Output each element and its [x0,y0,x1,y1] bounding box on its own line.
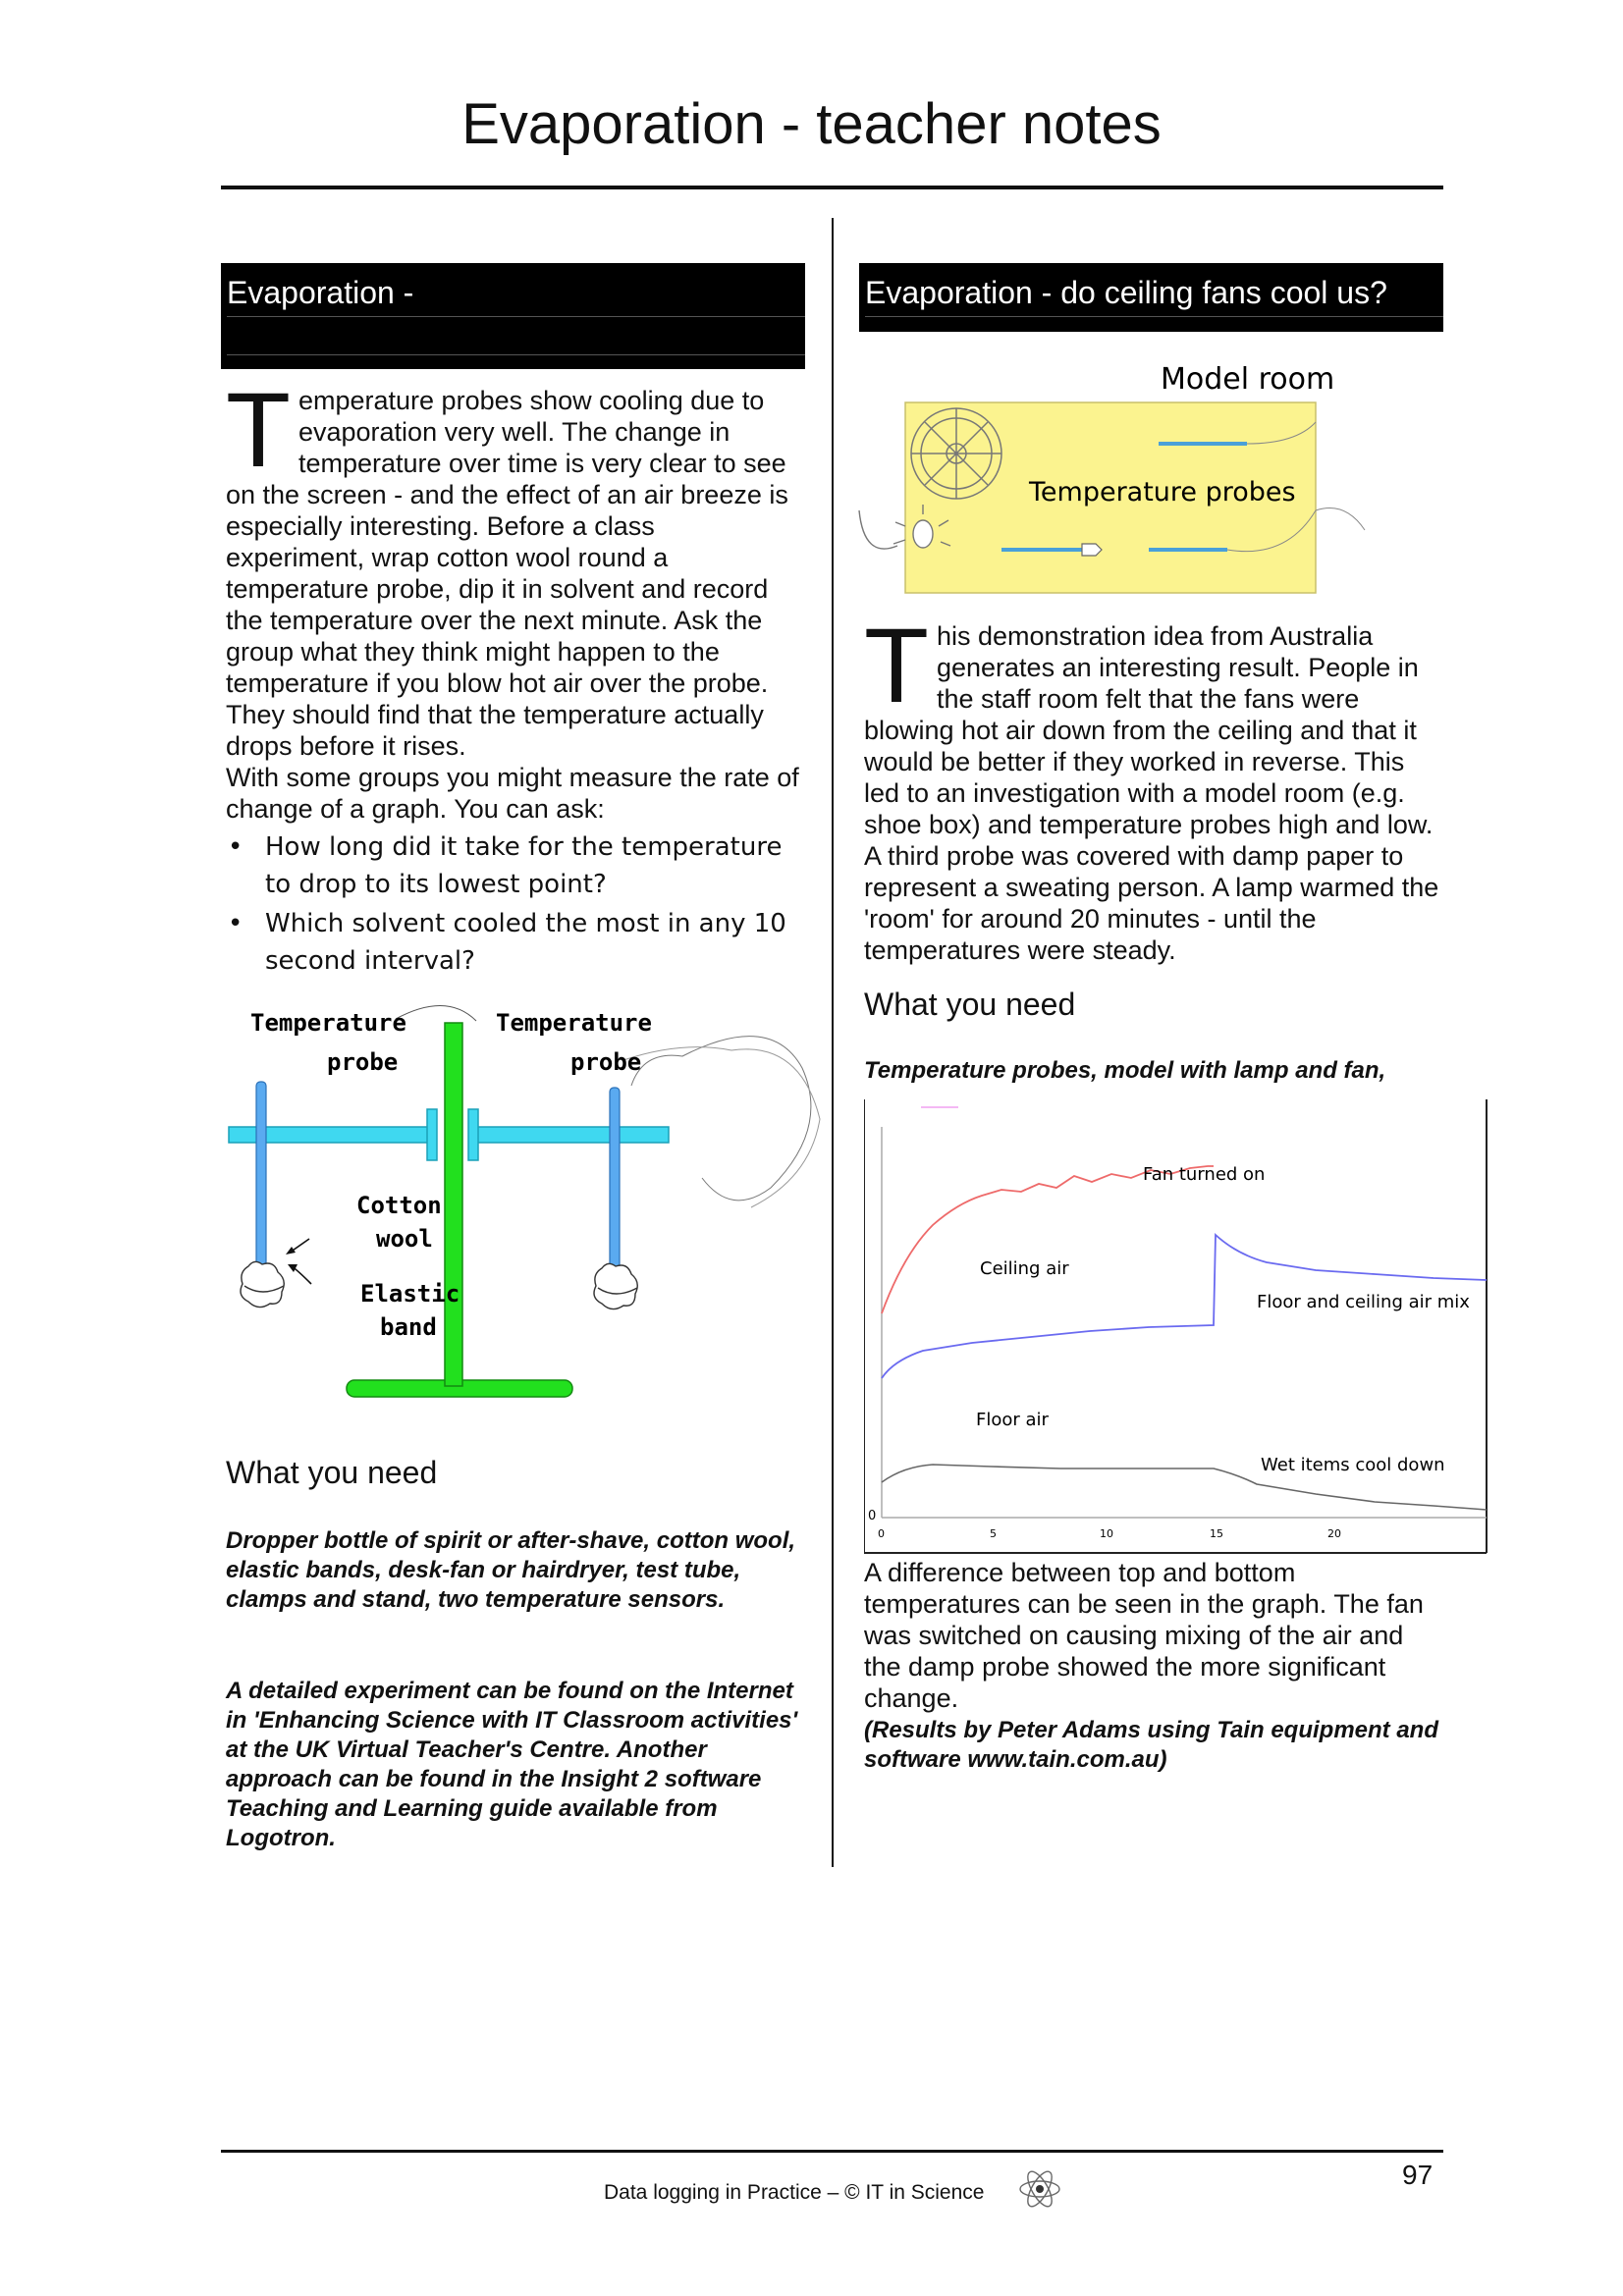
temperature-graph [864,1097,1492,1559]
left-dropcap: T [226,370,291,489]
label-probe-left-2: probe [327,1048,399,1076]
annotation-floor: Floor air [976,1410,1049,1430]
x-tick-label: 5 [990,1527,997,1540]
graph-credit: (Results by Peter Adams using Tain equipment and software www.tain.com.au) [864,1717,1438,1773]
annotation-ceiling: Ceiling air [980,1258,1069,1279]
left-intro-text: emperature probes show cooling due to evaporation very well. The change in temperature over time is very clear to see on the screen - and the effect of an air breeze is especially interesting. Before a class experiment, wrap cotton wool round a temperature probe, dip it in solvent and record the temperature over the next minute. Ask the group what they think might happen to the temperature if you blow hot air over the probe. They should find that the temperature actually drops before it rises. [226,386,788,761]
label-cotton-2: wool [376,1225,433,1253]
right-intro-text: his demonstration idea from Australia generates an interesting result. People in the staff room felt that the fans were blowing hot air down from the ceiling and that it would be better if they worked in reverse. This led to an investigation with a model room (e.g. shoe box) and temperature probes high and low. A third probe was covered with damp paper to represent a sweating person. A lamp warmed the 'room' for around 20 minutes - until the temperatures were steady. [864,621,1439,965]
title-rule [221,186,1443,189]
clamp-arm-right [472,1127,669,1143]
atom-icon [1016,2163,1063,2215]
left-need-heading: What you need [226,1455,438,1490]
x-tick-label: 15 [1210,1527,1223,1540]
annotation-wet: Wet items cool down [1261,1455,1445,1475]
footer-text: Data logging in Practice – © IT in Science [604,2181,985,2204]
right-section-header [859,263,1443,332]
left-section-title: Evaporation - [227,275,414,310]
list-item: • How long did it take for the temperature to drop to its lowest point? [226,828,800,903]
right-need-heading: What you need [864,987,1076,1022]
cotton-wool-left [241,1261,284,1307]
annotation-fan: Fan turned on [1143,1164,1266,1185]
question-list [226,828,800,980]
probe-left [256,1082,266,1270]
right-intro [864,606,1443,966]
graph-caption: A difference between top and bottom temperatures can be seen in the graph. The fan was switched on causing mixing of the air and the damp probe showed the more significant change. [864,1558,1424,1713]
left-section-header [221,263,805,369]
page-title: Evaporation - teacher notes [461,92,1162,156]
label-elastic-2: band [380,1313,437,1341]
list-item: • Which solvent cooled the most in any 10 second interval? [226,905,800,980]
fan-icon [911,408,1001,499]
right-need-text: Temperature probes, model with lamp and fan, [864,1057,1386,1084]
label-probe-right-1: Temperature [496,1009,652,1037]
annotation-mix: Floor and ceiling air mix [1257,1292,1470,1312]
label-cotton-1: Cotton [356,1192,442,1219]
left-detail-text: A detailed experiment can be found on the Internet in 'Enhancing Science with IT Classroom activities' at the UK Virtual Teacher's Centre. Another approach can be found in the Insight 2 software Teaching and Learning guide available from Logotron. [226,1678,798,1851]
left-rate-text: With some groups you might measure the rate of change of a graph. You can ask: [226,763,799,824]
stand-rod [445,1023,462,1386]
model-room-title: Model room [1161,362,1335,397]
x-tick-label: 0 [878,1527,885,1540]
footer-rule [221,2150,1443,2153]
left-need-text: Dropper bottle of spirit or after-shave, cotton wool, elastic bands, desk-fan or hairdryer, test tube, clamps and stand, two temperature sensors. [226,1527,796,1613]
y-tick-label: 0 [868,1509,877,1523]
probe-right [610,1088,620,1272]
page-number: 97 [1402,2160,1434,2190]
model-room-diagram [854,353,1404,609]
label-elastic-1: Elastic [360,1280,460,1308]
x-tick-label: 20 [1327,1527,1341,1540]
label-probe-left-1: Temperature [250,1009,406,1037]
series-ceiling-air [882,1166,1214,1313]
x-tick-label: 10 [1100,1527,1113,1540]
label-probe-right-2: probe [570,1048,642,1076]
clamp-stand-diagram [221,982,849,1414]
left-intro [226,370,800,982]
right-section-title: Evaporation - do ceiling fans cool us? [865,275,1387,310]
cotton-wool-right [594,1263,637,1308]
right-dropcap: T [864,606,929,724]
temperature-probes-label: Temperature probes [1029,477,1296,507]
